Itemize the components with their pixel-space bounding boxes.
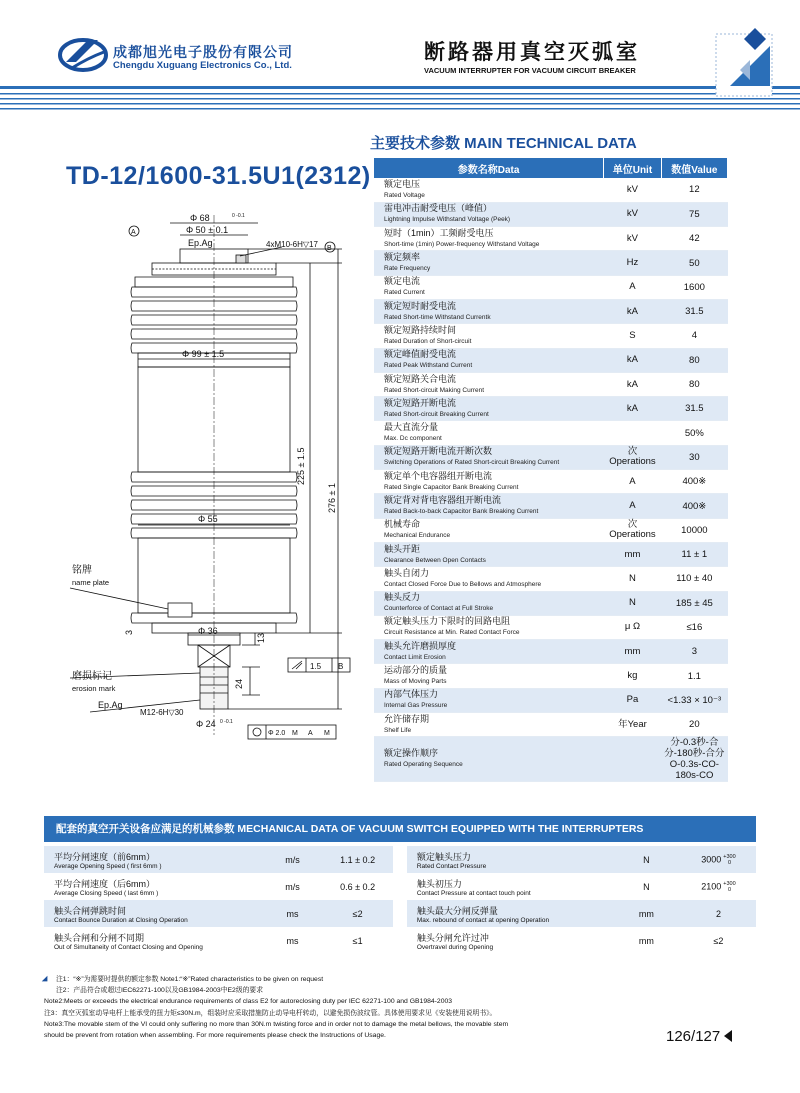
spec-name-en: Rated Operating Sequence — [384, 761, 463, 769]
spec-value: 分-0.3秒-合分-180秒-合分 O-0.3s-CO-180s-CO — [661, 737, 727, 782]
spec-unit: kV — [604, 202, 661, 226]
note-line: should be prevent from rotation when assembling. For more requirements please check the Instructions of Usage. — [44, 1032, 386, 1040]
spec-name-en: Shelf Life — [384, 726, 412, 734]
mech-row — [44, 927, 756, 954]
spec-name-cn: 额定峰值耐受电流 — [384, 349, 457, 360]
spec-value: 1600 — [661, 275, 727, 299]
dim-phi68-tol: 0 -0.1 — [232, 213, 245, 219]
mech-right-unit: N — [612, 846, 681, 873]
label-thread-bottom: M12-6H▽30 — [140, 708, 184, 717]
spec-header-data: 参数名称Data — [374, 158, 604, 178]
spec-name-cn: 额定电压 — [384, 178, 421, 189]
mech-left-name — [44, 900, 263, 927]
spec-name-cn: 额定背对背电容器组开断电流 — [384, 495, 502, 505]
spec-name-en: Mechanical Endurance — [384, 532, 451, 540]
mech-right-name-en: Overtravel during Opening — [416, 943, 494, 951]
spec-unit: kA — [604, 372, 661, 396]
spec-name — [374, 494, 604, 518]
note-line: 注3：真空灭弧室动导电杆上能承受的扭力矩≤30N.m，组装时应采取措施防止动导电杆转动，以避免损伤波纹管。具体使用要求见《安装使用说明书》。 — [44, 1009, 497, 1017]
tol-pos-ref: A — [308, 730, 313, 737]
spec-unit: Hz — [604, 251, 661, 275]
spec-row — [374, 299, 728, 323]
label-epag-top: Ep.Ag — [188, 238, 213, 248]
spec-name-en: Contact Limit Erosion — [384, 653, 446, 661]
spec-name — [374, 470, 604, 494]
label-nameplate-en: name plate — [72, 578, 110, 587]
spec-name-cn: 触头允许磨损厚度 — [384, 640, 457, 651]
mech-right-value — [681, 900, 756, 927]
spec-unit: mm — [604, 640, 661, 664]
spec-unit: kA — [604, 299, 661, 323]
mech-left-name-cn: 平均分闸速度（前6mm） — [54, 851, 156, 862]
spec-name-en: Switching Operations of Rated Short-circuit Breaking Current — [384, 459, 560, 467]
dim-225: 225 ± 1.5 — [296, 447, 306, 485]
spec-name — [374, 518, 604, 542]
page-arrow-icon — [724, 1030, 732, 1042]
spec-value: 4 — [661, 324, 727, 348]
spec-value: 30 — [661, 445, 727, 469]
spec-name-cn: 触头开距 — [384, 543, 421, 554]
spec-row — [374, 397, 728, 421]
label-thread-top: 4xM10-6H▽17 — [266, 240, 318, 249]
spec-name — [374, 348, 604, 372]
spec-name-cn: 额定操作顺序 — [384, 748, 439, 759]
spec-name — [374, 615, 604, 639]
label-erosion-en: erosion mark — [72, 684, 116, 693]
spec-name-en: Rated Single Capacitor Bank Breaking Current — [384, 483, 519, 491]
spec-row — [374, 348, 728, 372]
spec-name — [374, 227, 604, 251]
ref-b: B — [327, 245, 332, 252]
dim-24: 24 — [234, 678, 244, 689]
spec-row — [374, 227, 728, 251]
dim-phi55: Φ 55 — [198, 514, 218, 524]
page-number-text: 126/127 — [666, 1028, 721, 1045]
spec-name-cn: 雷电冲击耐受电压（峰值） — [384, 203, 493, 214]
mech-right-value-main: 2 — [715, 908, 721, 919]
spec-unit: A — [604, 275, 661, 299]
spec-name-en: Rated Short-circuit Breaking Current — [384, 410, 489, 418]
mech-row — [44, 873, 756, 900]
spec-value: 1.1 — [661, 664, 727, 688]
spec-name-en: Rated Short-circuit Making Current — [384, 386, 485, 394]
spec-name-en: Rated Peak Withstand Current — [384, 362, 473, 370]
spec-row — [374, 275, 728, 299]
spec-name — [374, 713, 604, 737]
mech-right-name — [407, 873, 612, 900]
tol-m2: M — [324, 730, 330, 737]
spec-value: 80 — [661, 348, 727, 372]
page-title-en: VACUUM INTERRUPTER FOR VACUUM CIRCUIT BREAKER — [424, 66, 636, 75]
tol-runout: 1.5 — [310, 662, 322, 671]
spec-row — [374, 202, 728, 226]
tol-runout-ref: B — [338, 662, 344, 671]
spec-name — [374, 542, 604, 566]
mech-gap — [393, 873, 407, 900]
page-number — [666, 1028, 732, 1045]
spec-value: 20 — [661, 713, 727, 737]
dim-phi99: Φ 99 ± 1.5 — [182, 349, 225, 359]
page-title-cn: 断路器用真空灭弧室 — [424, 40, 640, 64]
spec-row — [374, 542, 728, 566]
mech-right-name-cn: 触头初压力 — [416, 878, 462, 889]
spec-name-cn: 额定电流 — [384, 276, 421, 287]
spec-name-cn: 额定单个电容器组开断电流 — [384, 470, 493, 481]
spec-name-en: Clearance Between Open Contacts — [384, 556, 486, 564]
mech-left-name-cn: 触头合闸弹跳时间 — [54, 905, 127, 916]
mech-right-name-cn: 触头最大分闸反弹量 — [416, 905, 498, 916]
mech-row — [44, 846, 756, 873]
spec-unit: kg — [604, 664, 661, 688]
mech-right-value — [681, 927, 756, 954]
spec-row — [374, 737, 728, 782]
spec-value: 11 ± 1 — [661, 542, 727, 566]
spec-name-en: Rated Back-to-back Capacitor Bank Breaking Current — [384, 508, 539, 515]
spec-value: 80 — [661, 372, 727, 396]
spec-row — [374, 445, 728, 469]
mech-left-name-en: Contact Bounce Duration at Closing Operation — [54, 916, 188, 924]
mech-right-value — [681, 873, 756, 900]
mech-right-value-main: ≤2 — [713, 935, 724, 946]
model-number: TD-12/1600-31.5U1(2312) — [66, 162, 371, 190]
dim-phi50: Φ 50 ± 0.1 — [186, 225, 229, 235]
mech-tol-minus: 0 — [727, 886, 731, 893]
spec-name-en: Circuit Resistance at Min. Rated Contact Force — [384, 629, 520, 637]
spec-row — [374, 324, 728, 348]
spec-name-cn: 运动部分的质量 — [384, 665, 448, 676]
note-line: 注2：产品符合或超过IEC62271-100以及GB1984-2003中E2级的要求 — [56, 987, 264, 995]
spec-name — [374, 299, 604, 323]
spec-value: 50 — [661, 251, 727, 275]
spec-unit: Pa — [604, 688, 661, 712]
mech-tol-minus: 0 — [727, 859, 731, 866]
dim-276: 276 ± 1 — [327, 483, 337, 513]
spec-unit: 次 Operations — [604, 445, 661, 469]
spec-name — [374, 737, 604, 782]
dim-phi24: Φ 24 — [196, 719, 216, 729]
spec-name-en: Rated Current — [384, 289, 425, 297]
mech-right-name-en: Contact Pressure at contact touch point — [416, 889, 531, 897]
mech-gap — [393, 900, 407, 927]
spec-row — [374, 713, 728, 737]
spec-value: ≤16 — [661, 615, 727, 639]
spec-name — [374, 567, 604, 591]
spec-row — [374, 372, 728, 396]
spec-name-en: Lightning Impulse Withstand Voltage (Peek) — [384, 216, 511, 224]
spec-name — [374, 397, 604, 421]
spec-row — [374, 688, 728, 712]
mech-right-value-tol — [723, 881, 735, 893]
mech-right-name-cn: 额定触头压力 — [416, 851, 471, 862]
spec-row — [374, 591, 728, 615]
spec-section-title: 主要技术参数 MAIN TECHNICAL DATA — [370, 135, 637, 152]
spec-name-en: Counterforce of Contact at Full Stroke — [384, 605, 494, 613]
mech-left-unit: m/s — [263, 846, 322, 873]
spec-row — [374, 567, 728, 591]
spec-row — [374, 421, 728, 445]
mech-left-unit: ms — [286, 935, 299, 946]
mech-right-name-en: Max. rebound of contact at opening Operation — [416, 916, 550, 924]
spec-row — [374, 251, 728, 275]
spec-name-cn: 额定短路开断电流开断次数 — [384, 446, 493, 457]
spec-unit: 年Year — [604, 713, 661, 737]
spec-unit — [604, 737, 661, 782]
spec-value: 3 — [661, 640, 727, 664]
spec-name-cn: 额定短时耐受电流 — [384, 300, 457, 311]
mech-right-unit: N — [643, 881, 650, 892]
spec-value: 110 ± 40 — [661, 567, 727, 591]
spec-value: 42 — [661, 227, 727, 251]
technical-data-table — [374, 158, 728, 782]
spec-row — [374, 470, 728, 494]
spec-name — [374, 275, 604, 299]
spec-name-cn: 机械寿命 — [384, 519, 421, 530]
spec-name-cn: 额定短路持续时间 — [384, 324, 457, 335]
spec-value: 50% — [661, 421, 727, 445]
note-line: Note3:The movable stem of the VI could only suffering no more than 30N.m twisting force and in order not to damage the metal bellows, the movable stem — [44, 1020, 509, 1028]
spec-name-en: Mass of Moving Parts — [384, 678, 447, 686]
mech-right-name-cn: 触头分闸允许过冲 — [416, 932, 489, 943]
mech-right-unit: mm — [612, 900, 681, 927]
company-name-en: Chengdu Xuguang Electronics Co., Ltd. — [113, 60, 292, 71]
spec-name — [374, 640, 604, 664]
spec-value: <1.33 × 10⁻³ — [661, 688, 727, 712]
spec-name-cn: 短时（1min）工频耐受电压 — [384, 227, 494, 238]
label-nameplate-cn: 铭牌 — [72, 565, 92, 576]
label-epag-bottom: Ep.Ag — [98, 700, 123, 710]
spec-value: 185 ± 45 — [661, 591, 727, 615]
spec-name-cn: 额定短路关合电流 — [384, 373, 457, 384]
spec-unit: S — [604, 324, 661, 348]
mech-right-name-en: Rated Contact Pressure — [416, 862, 487, 870]
mech-gap — [393, 927, 407, 954]
spec-name-cn: 触头反力 — [384, 592, 421, 603]
spec-value: 12 — [661, 178, 727, 202]
mech-tol-plus: +300 — [723, 880, 736, 887]
mech-left-unit: ms — [263, 900, 322, 927]
mech-right-value — [681, 846, 756, 873]
spec-name — [374, 251, 604, 275]
spec-name — [374, 202, 604, 226]
spec-row — [374, 640, 728, 664]
notes-block — [44, 974, 684, 1041]
spec-name-cn: 允许储存期 — [384, 713, 430, 724]
mech-right-name — [407, 846, 612, 873]
spec-unit: kV — [604, 227, 661, 251]
spec-unit: kV — [604, 178, 661, 202]
spec-row — [374, 664, 728, 688]
spec-name — [374, 591, 604, 615]
spec-unit: kA — [604, 348, 661, 372]
mech-right-value-main: 2100 — [701, 880, 722, 891]
spec-row — [374, 518, 728, 542]
spec-name-cn: 内部气体压力 — [384, 689, 439, 700]
spec-unit: A — [604, 470, 661, 494]
spec-name-en: Rated Short-time Withstand Currentk — [384, 313, 491, 321]
spec-name-en: Internal Gas Pressure — [384, 702, 448, 710]
spec-unit — [604, 421, 661, 445]
spec-name — [374, 421, 604, 445]
spec-unit: N — [604, 591, 661, 615]
note-line: Note2:Meets or exceeds the electrical endurance requirements of class E2 for autoreclosing duty per IEC 62271-100 and GB1984-2003 — [44, 998, 453, 1006]
spec-name — [374, 372, 604, 396]
company-name-cn: 成都旭光电子股份有限公司 — [113, 44, 293, 60]
mech-left-name — [44, 846, 263, 873]
spec-unit: mm — [604, 542, 661, 566]
mech-left-name-en: Average Opening Speed ( first 6mm ) — [54, 862, 162, 870]
spec-name-en: Rated Voltage — [384, 191, 425, 199]
ref-a: A — [131, 229, 136, 236]
spec-row — [374, 494, 728, 518]
mechanical-data-table — [44, 846, 756, 954]
mech-right-name — [407, 900, 612, 927]
mech-row — [44, 900, 756, 927]
spec-value: 10000 — [661, 518, 727, 542]
mech-left-name-en: Average Closing Speed ( last 6mm ) — [54, 889, 159, 897]
spec-name-en: Max. Dc component — [384, 435, 442, 443]
mech-right-value-main: 3000 — [701, 853, 722, 864]
mech-left-value: ≤2 — [322, 900, 393, 927]
spec-name-cn: 额定短路开断电流 — [384, 397, 457, 408]
company-logo-icon — [58, 32, 108, 78]
spec-name-en: Contact Closed Force Due to Bellows and Atmosphere — [384, 580, 542, 588]
header-stripes — [0, 86, 800, 112]
corner-diamond-decoration — [700, 26, 790, 106]
spec-header-unit: 单位Unit — [604, 158, 661, 178]
spec-name — [374, 445, 604, 469]
spec-name — [374, 688, 604, 712]
mech-left-name — [44, 873, 263, 900]
mech-left-unit: m/s — [285, 881, 300, 892]
mech-left-value: ≤1 — [352, 935, 363, 946]
mech-left-name-en: Out of Simultaneity of Contact Closing and Opening — [54, 943, 203, 951]
spec-unit: 次 Operations — [604, 518, 661, 542]
spec-value: 31.5 — [661, 299, 727, 323]
dim-3: 3 — [124, 629, 134, 635]
spec-unit: A — [604, 494, 661, 518]
mech-left-name-cn: 平均合闸速度（后6mm） — [54, 878, 156, 889]
mech-right-value-tol — [723, 854, 735, 866]
spec-unit: μ Ω — [604, 615, 661, 639]
dim-13: 13 — [256, 632, 266, 643]
mech-gap — [393, 846, 407, 873]
tol-position: Φ 2.0 — [268, 730, 286, 737]
mech-left-value: 1.1 ± 0.2 — [322, 846, 393, 873]
spec-name — [374, 664, 604, 688]
spec-name-cn: 额定触头压力下限时的回路电阻 — [384, 616, 511, 627]
spec-name-en: Rate Frequency — [384, 265, 431, 273]
spec-value: 75 — [661, 202, 727, 226]
spec-name-cn: 额定频率 — [384, 252, 421, 263]
spec-value: 400※ — [661, 494, 727, 518]
tol-m1: M — [292, 730, 298, 737]
spec-name — [374, 178, 604, 202]
spec-name — [374, 324, 604, 348]
spec-unit: N — [604, 567, 661, 591]
label-erosion-cn: 磨损标记 — [72, 671, 112, 682]
mech-tol-plus: +300 — [723, 853, 736, 860]
dim-phi68: Φ 68 — [190, 213, 210, 223]
mech-left-name — [44, 927, 263, 954]
spec-name-cn: 最大直流分量 — [384, 422, 439, 433]
mech-right-name — [407, 927, 612, 954]
spec-value: 400※ — [661, 470, 727, 494]
dim-phi36: Φ 36 — [198, 626, 218, 636]
spec-row — [374, 178, 728, 202]
mech-section-title: 配套的真空开关设备应满足的机械参数 MECHANICAL DATA OF VACUUM SWITCH EQUIPPED WITH THE INTERRUPTERS — [44, 816, 756, 842]
mech-left-value: 0.6 ± 0.2 — [340, 881, 376, 892]
mech-left-name-cn: 触头合闸和分闸不同期 — [54, 932, 145, 943]
spec-header-value: 数值Value — [661, 158, 727, 178]
note-line: 注1：“※”为需要时提供的额定参数 Note1:“※”Rated characteristics to be given on request — [56, 976, 324, 983]
dim-phi24-tol: 0 -0.1 — [220, 719, 233, 725]
spec-name-cn: 触头自闭力 — [384, 567, 430, 578]
spec-name-en: Short-time (1min) Power-frequency Withstand Voltage — [384, 240, 540, 248]
mech-right-unit: mm — [638, 935, 654, 946]
spec-name-en: Rated Duration of Short-circuit — [384, 337, 472, 345]
spec-row — [374, 615, 728, 639]
interrupter-technical-drawing — [60, 195, 370, 755]
spec-unit: kA — [604, 397, 661, 421]
spec-value: 31.5 — [661, 397, 727, 421]
